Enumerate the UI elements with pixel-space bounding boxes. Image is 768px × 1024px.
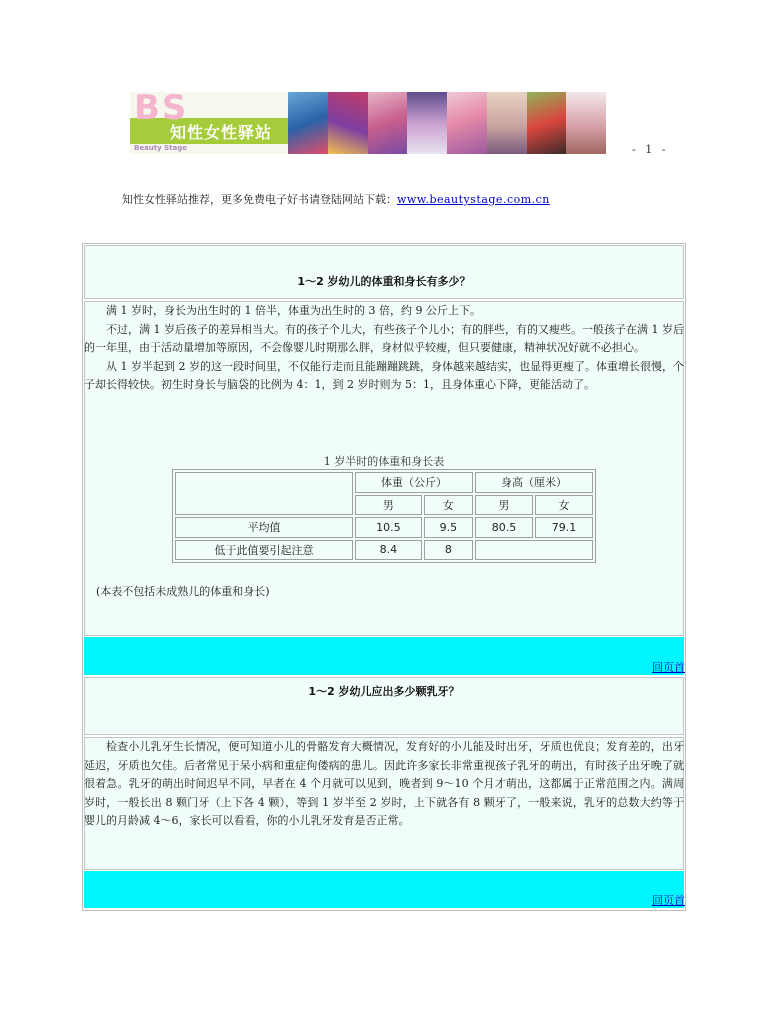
paragraph: 检查小儿乳牙生长情况，便可知道小儿的骨骼发育大概情况，发育好的小儿能及时出牙，牙质也优良；发育差的，出牙延迟，牙质也欠佳。后者常见于呆小病和重症佝偻病的患儿。因此许多家长非常重视孩子乳牙的萌出，有时孩子出牙晚了就很着急。乳牙的萌出时间迟早不同，早者在 4 个月就可以见到，晚者到 9～10 个月才萌出，这都属于正常范围之内。满周岁时，一般长出 8 颗门牙（上下各 4 颗），等到 1 岁半至 2 岁时，上下就各有 8 颗牙了，一般来说，乳牙的总数大约等于婴儿的月龄减 4～6，家长可以看看，你的小儿乳牙发育是否正常。 — [84, 740, 684, 827]
back-to-top-link[interactable]: 回页首 — [652, 894, 685, 907]
weight-height-table — [172, 469, 596, 563]
paragraph: 从 1 岁半起到 2 岁的这一段时间里，不仅能行走而且能蹦蹦跳跳，身体越来越结实，也显得更瘦了。体重增长很慢，个子却长得较快。初生时身长与脑袋的比例为 4：1，到 2 岁时则为 5：1，且身体重心下降，更能活动了。 — [84, 359, 684, 391]
promo-text: 知性女性驿站推荐，更多免费电子好书请登陆网站下载： — [122, 193, 397, 206]
table-sub-header: 女 — [424, 495, 473, 516]
table-row — [175, 517, 593, 538]
section1-footer-bar — [84, 637, 684, 675]
table-cell: 8 — [424, 540, 473, 561]
fashion-illustration-strip — [288, 92, 606, 154]
paragraph: 满 1 岁时，身长为出生时的 1 倍半，体重为出生时的 3 倍，约 9 公斤上下。 — [106, 304, 481, 317]
table-cell: 8.4 — [355, 540, 422, 561]
table-group-header: 体重（公斤） — [355, 472, 473, 493]
table-note: (本表不包括未成熟儿的体重和身长) — [96, 585, 270, 598]
section1-title: 1～2 岁幼儿的体重和身长有多少？ — [297, 275, 471, 288]
page-number: - 1 - — [632, 143, 669, 156]
table-caption: 1 岁半时的体重和身长表 — [323, 455, 445, 468]
beauty-stage-logo: BS 知性女性驿站 Beauty Stage — [130, 92, 288, 154]
section2-footer-bar — [84, 871, 684, 908]
section2-body — [84, 738, 684, 831]
table-group-header: 身高（厘米） — [475, 472, 593, 493]
promo-line — [122, 191, 550, 207]
paragraph: 不过，满 1 岁后孩子的差异相当大。有的孩子个儿大，有些孩子个儿小；有的胖些，有的又瘦些。一般孩子在满 1 岁后的一年里，由于活动量增加等原因，不会像婴儿时期那么胖，身材似乎较瘦，但只要健康，精神状况好就不必担心。 — [84, 322, 684, 354]
table-cell: 80.5 — [475, 517, 533, 538]
table-row — [175, 540, 593, 561]
table-row-label: 低于此值要引起注意 — [175, 540, 353, 561]
table-sub-header: 女 — [535, 495, 593, 516]
back-to-top-link[interactable]: 回页首 — [652, 661, 685, 674]
table-cell: 79.1 — [535, 517, 593, 538]
table-cell: 9.5 — [424, 517, 473, 538]
table-corner-cell — [175, 472, 353, 515]
section1-title-cell — [84, 245, 684, 299]
table-cell: 10.5 — [355, 517, 422, 538]
section1-body — [84, 302, 684, 395]
section2-title: 1～2 岁幼儿应出多少颗乳牙？ — [308, 685, 460, 698]
website-link[interactable]: www.beautystage.com.cn — [397, 193, 550, 206]
table-cell-empty — [475, 540, 593, 561]
table-sub-header: 男 — [355, 495, 422, 516]
table-row-label: 平均值 — [175, 517, 353, 538]
header-banner — [130, 92, 606, 154]
table-sub-header: 男 — [475, 495, 533, 516]
